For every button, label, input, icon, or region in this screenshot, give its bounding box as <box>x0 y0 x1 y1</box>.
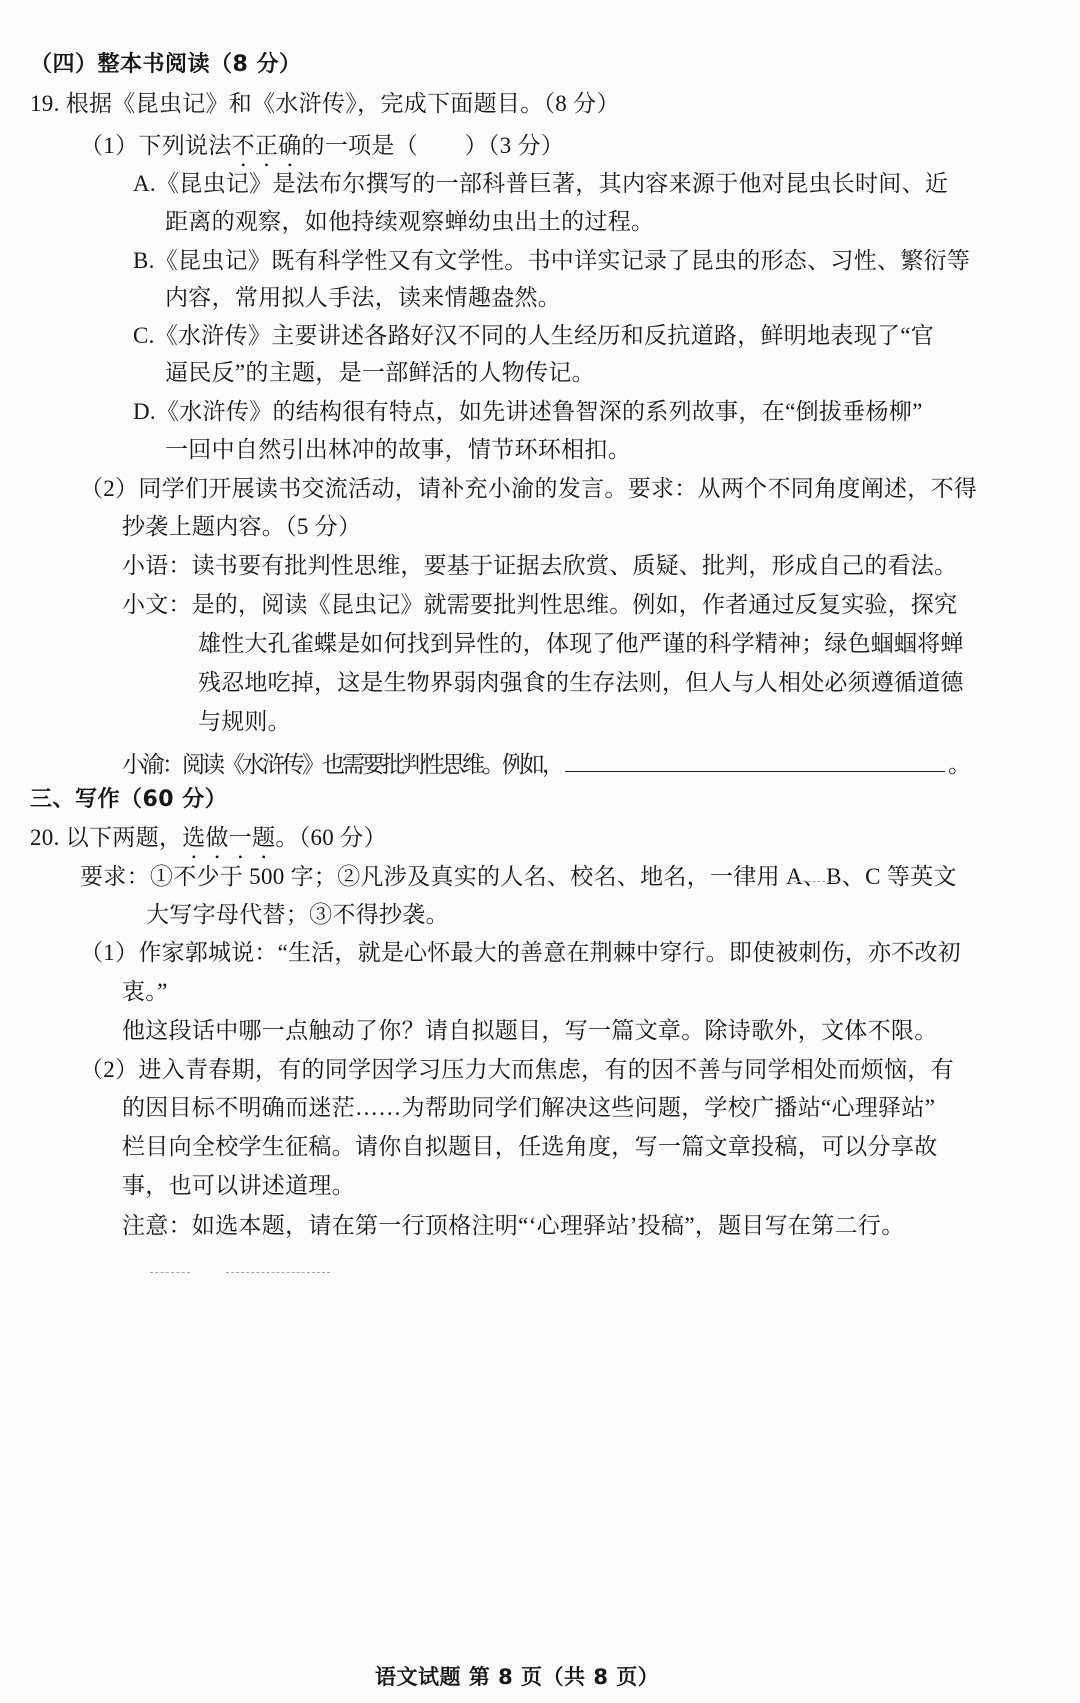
topic-text: 作家郭城说：“生活，就是心怀最大的善意在荆棘中穿行。即使被刺伤，亦不改初 <box>138 940 961 965</box>
stem-text: 。（60 分） <box>275 825 387 850</box>
prompt-text: 的一项是（ ）（3 分） <box>301 133 565 158</box>
part-label: （2） <box>80 476 139 501</box>
speaker-name: 小文： <box>122 592 192 617</box>
blank-end-punctuation: 。 <box>948 752 972 777</box>
question-19-part-2-prompt-line-2: 抄袭上题内容。（5 分） <box>122 514 362 539</box>
topic-2-line-1 <box>80 1057 954 1083</box>
option-letter: C. <box>133 323 155 348</box>
dialogue-xiaoyu-line-1 <box>122 553 957 579</box>
emphasized-text: 选做一题 <box>182 825 276 850</box>
question-19-part-2-prompt-line-1 <box>80 476 977 502</box>
question-19-stem: 19. 根据《昆虫记》和《水浒传》，完成下面题目。（8 分） <box>30 91 620 116</box>
option-letter: B. <box>133 248 155 273</box>
topic-2-line-2: 的因目标不明确而迷茫……为帮助同学们解决这些问题，学校广播站“心理驿站” <box>122 1095 936 1120</box>
topic-label: （1） <box>80 940 139 965</box>
question-20-stem <box>30 825 387 864</box>
page-footer: 语文试题 第 8 页（共 8 页） <box>375 1665 660 1689</box>
topic-2-line-4: 事，也可以讲述道理。 <box>122 1173 355 1198</box>
stem-text: 20. 以下两题， <box>30 825 183 850</box>
option-c-line-1 <box>133 323 934 349</box>
topic-2-line-3: 栏目向全校学生征稿。请你自拟题目，任选角度，写一篇文章投稿，可以分享故 <box>122 1134 938 1159</box>
section-heading-writing: 三、写作（60 分） <box>30 787 228 812</box>
prompt-text: 同学们开展读书交流活动，请补充小渝的发言。要求：从两个不同角度阐述，不得 <box>138 476 978 501</box>
prompt-text: 下列说法 <box>138 133 232 158</box>
topic-1-line-2: 衷。” <box>122 979 168 1004</box>
option-text: 《昆虫记》既有科学性又有文学性。书中详实记录了昆虫的形态、习性、繁衍等 <box>154 248 971 273</box>
dialogue-text: 读书要有批判性思维，要基于证据去欣赏、质疑、批判，形成自己的看法。 <box>191 553 958 578</box>
dialogue-xiaowen-line-2: 雄性大孔雀蝶是如何找到异性的，体现了他严谨的科学精神；绿色蝈蝈将蝉 <box>198 631 964 656</box>
scan-mark <box>150 1272 190 1273</box>
dialogue-text: 是的，阅读《昆虫记》就需要批判性思维。例如，作者通过反复实验，探究 <box>191 592 958 617</box>
option-letter: A. <box>133 171 156 196</box>
scan-mark <box>226 1272 330 1273</box>
question-19-part-1-prompt <box>80 133 564 172</box>
option-b-line-1 <box>133 248 970 274</box>
requirements-line-2: 大写字母代替；③不得抄袭。 <box>146 902 449 927</box>
option-d-line-2: 一回中自然引出林冲的故事，情节环环相扣。 <box>165 437 631 462</box>
topic-1-line-3: 他这段话中哪一点触动了你？请自拟题目，写一篇文章。除诗歌外，文体不限。 <box>122 1018 938 1043</box>
topic-2-note: 注意：如选本题，请在第一行顶格注明“‘心理驿站’投稿”，题目写在第二行。 <box>122 1213 905 1238</box>
option-text: 《昆虫记》是法布尔撰写的一部科普巨著，其内容来源于他对昆虫长时间、近 <box>155 171 949 196</box>
emphasized-text: 不正确 <box>231 133 302 158</box>
option-a-line-1 <box>133 171 948 197</box>
option-c-line-2: 逼民反”的主题，是一部鲜活的人物传记。 <box>165 360 595 385</box>
section-heading-whole-book-reading: （四）整本书阅读（8 分） <box>30 52 302 77</box>
answer-blank-line <box>565 749 945 772</box>
dialogue-xiaowen-line-1 <box>122 592 957 618</box>
option-letter: D. <box>133 399 156 424</box>
option-d-line-1 <box>133 399 923 425</box>
part-label: （1） <box>80 133 139 158</box>
option-b-line-2: 内容，常用拟人手法，读来情趣盎然。 <box>165 285 562 310</box>
option-text: 《水浒传》主要讲述各路好汉不同的人生经历和反抗道路，鲜明地表现了“官 <box>154 323 935 348</box>
dialogue-xiaowen-line-4: 与规则。 <box>198 709 291 734</box>
speaker-name: 小渝： <box>122 752 182 777</box>
scan-mark <box>788 881 840 882</box>
speaker-name: 小语： <box>122 553 192 578</box>
dialogue-text: 阅读《水浒传》也需要批判性思维。例如， <box>182 752 562 777</box>
requirements-line-1: 要求：①不少于 500 字；②凡涉及真实的人名、校名、地名，一律用 A、B、C 等英文 <box>80 864 957 889</box>
topic-text: 进入青春期，有的同学因学习压力大而焦虑，有的因不善与同学相处而烦恼，有 <box>138 1057 954 1082</box>
topic-1-line-1 <box>80 940 961 966</box>
option-a-line-2: 距离的观察，如他持续观察蝉幼虫出土的过程。 <box>165 209 655 234</box>
dialogue-xiaowen-line-3: 残忍地吃掉，这是生物界弱肉强食的生存法则，但人与人相处必须遵循道德 <box>198 670 964 695</box>
dialogue-xiaoyu-answer-line <box>122 749 971 778</box>
option-text: 《水浒传》的结构很有特点，如先讲述鲁智深的系列故事，在“倒拔垂杨柳” <box>155 399 923 424</box>
topic-label: （2） <box>80 1057 139 1082</box>
